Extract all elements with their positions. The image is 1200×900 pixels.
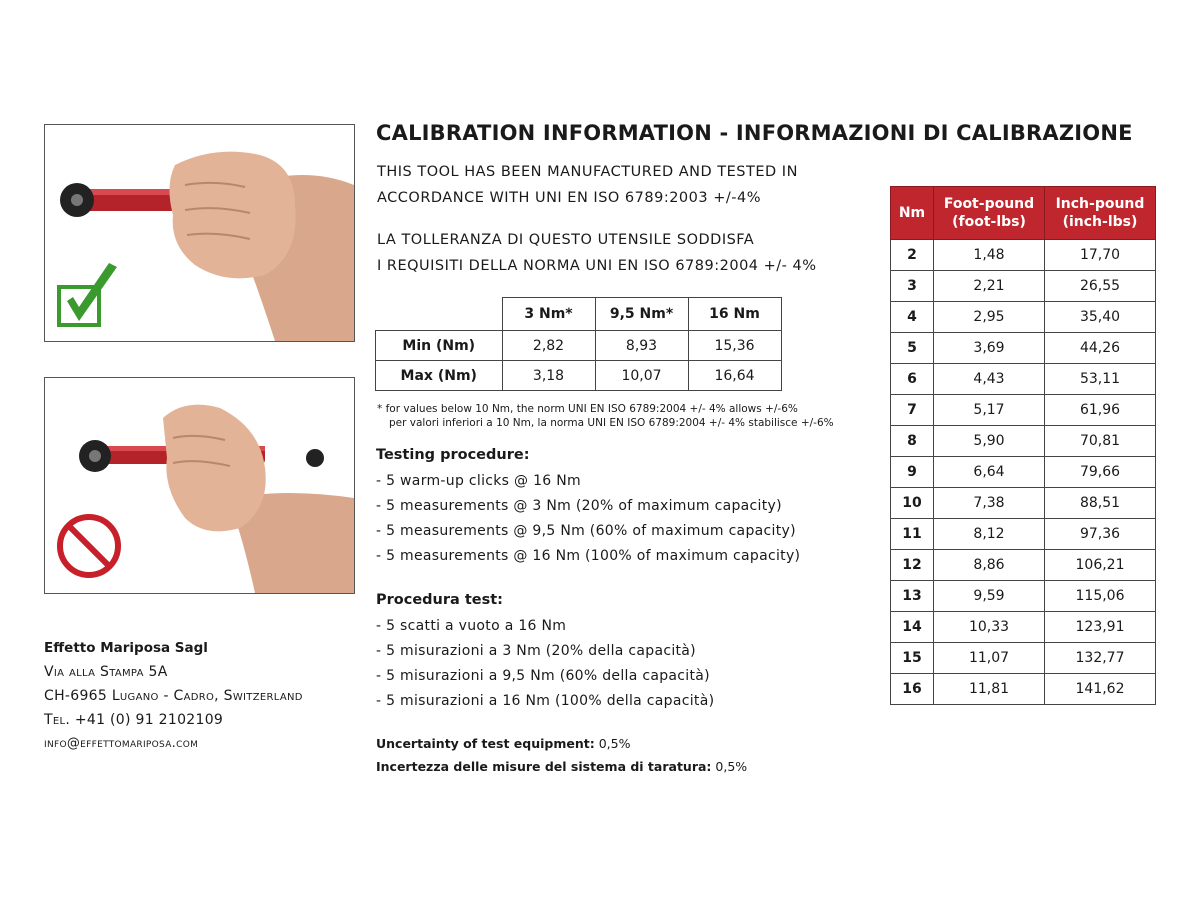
tolerance-cell: 8,93 [595, 331, 688, 361]
intro-it [377, 227, 817, 279]
foot-pound-cell: 2,21 [934, 271, 1045, 302]
table-row [891, 674, 1156, 705]
uncertainty-en-label: Uncertainty of test equipment: [376, 736, 595, 751]
nm-cell: 13 [891, 581, 934, 612]
company-phone: Tel. +41 (0) 91 2102109 [44, 712, 224, 728]
prohibited-icon [60, 517, 118, 575]
foot-pound-cell: 8,86 [934, 550, 1045, 581]
list-item: - 5 warm-up clicks @ 16 Nm [376, 473, 581, 489]
tolerance-cell: 15,36 [688, 331, 781, 361]
foot-pound-cell: 10,33 [934, 612, 1045, 643]
nm-cell: 14 [891, 612, 934, 643]
company-info [44, 636, 364, 756]
nm-cell: 10 [891, 488, 934, 519]
tolerance-header: 3 Nm* [502, 298, 595, 331]
conversion-table [890, 186, 1156, 705]
table-row [891, 643, 1156, 674]
inch-pound-cell: 44,26 [1045, 333, 1156, 364]
uncertainty-it-label: Incertezza delle misure del sistema di taratura: [376, 759, 712, 774]
inch-pound-cell: 97,36 [1045, 519, 1156, 550]
tolerance-corner [376, 298, 503, 331]
correct-grip-photo [44, 124, 355, 342]
procedura-list [376, 614, 714, 714]
nm-cell: 12 [891, 550, 934, 581]
intro-it-line2: I REQUISITI DELLA NORMA UNI EN ISO 6789:2004 +/- 4% [377, 258, 817, 274]
procedura-heading: Procedura test: [376, 592, 503, 608]
footnote-line2: per valori inferiori a 10 Nm, la norma UNI EN ISO 6789:2004 +/- 4% stabilisce +/-6% [389, 417, 834, 429]
nm-cell: 7 [891, 395, 934, 426]
tolerance-table [375, 297, 782, 391]
list-item: - 5 misurazioni a 3 Nm (20% della capacità) [376, 643, 696, 659]
foot-pound-cell: 2,95 [934, 302, 1045, 333]
uncertainty-en-value: 0,5% [598, 736, 631, 751]
nm-cell: 3 [891, 271, 934, 302]
inch-pound-cell: 141,62 [1045, 674, 1156, 705]
conversion-table-body [891, 240, 1156, 705]
company-email: info@effettomariposa.com [44, 736, 199, 751]
testing-list [376, 469, 800, 569]
table-row [891, 395, 1156, 426]
inch-pound-cell: 53,11 [1045, 364, 1156, 395]
list-item: - 5 measurements @ 3 Nm (20% of maximum capacity) [376, 498, 782, 514]
inch-pound-cell: 88,51 [1045, 488, 1156, 519]
uncertainty-en [376, 732, 747, 755]
testing-heading: Testing procedure: [376, 447, 530, 463]
list-item: - 5 measurements @ 9,5 Nm (60% of maximum capacity) [376, 523, 796, 539]
table-row [891, 550, 1156, 581]
foot-pound-cell: 11,81 [934, 674, 1045, 705]
tolerance-row-label: Min (Nm) [376, 331, 503, 361]
tolerance-row [376, 361, 782, 391]
tolerance-cell: 2,82 [502, 331, 595, 361]
nm-cell: 4 [891, 302, 934, 333]
tolerance-cell: 16,64 [688, 361, 781, 391]
foot-pound-cell: 1,48 [934, 240, 1045, 271]
nm-cell: 16 [891, 674, 934, 705]
foot-pound-cell: 8,12 [934, 519, 1045, 550]
nm-cell: 5 [891, 333, 934, 364]
inch-pound-cell: 70,81 [1045, 426, 1156, 457]
nm-cell: 15 [891, 643, 934, 674]
table-row [891, 302, 1156, 333]
inch-pound-cell: 35,40 [1045, 302, 1156, 333]
inch-pound-cell: 26,55 [1045, 271, 1156, 302]
foot-pound-cell: 9,59 [934, 581, 1045, 612]
tolerance-header: 16 Nm [688, 298, 781, 331]
foot-pound-cell: 6,64 [934, 457, 1045, 488]
inch-pound-cell: 79,66 [1045, 457, 1156, 488]
tolerance-cell: 3,18 [502, 361, 595, 391]
table-row [891, 457, 1156, 488]
uncertainty [376, 732, 747, 778]
inch-pound-cell: 17,70 [1045, 240, 1156, 271]
nm-cell: 9 [891, 457, 934, 488]
foot-pound-cell: 7,38 [934, 488, 1045, 519]
tolerance-cell: 10,07 [595, 361, 688, 391]
inch-pound-cell: 132,77 [1045, 643, 1156, 674]
table-row [891, 612, 1156, 643]
company-name: Effetto Mariposa Sagl [44, 640, 208, 656]
list-item: - 5 measurements @ 16 Nm (100% of maximum capacity) [376, 548, 801, 564]
table-row [891, 364, 1156, 395]
inch-pound-cell: 123,91 [1045, 612, 1156, 643]
wrong-grip-photo [44, 377, 355, 594]
intro-en [377, 159, 798, 211]
conversion-header-nm: Nm [891, 187, 934, 240]
table-row [891, 426, 1156, 457]
table-row [891, 488, 1156, 519]
uncertainty-it [376, 755, 747, 778]
tolerance-row-label: Max (Nm) [376, 361, 503, 391]
page-title: CALIBRATION INFORMATION - INFORMAZIONI DI CALIBRAZIONE [376, 121, 1133, 145]
foot-pound-cell: 3,69 [934, 333, 1045, 364]
list-item: - 5 scatti a vuoto a 16 Nm [376, 618, 567, 634]
foot-pound-cell: 11,07 [934, 643, 1045, 674]
nm-cell: 11 [891, 519, 934, 550]
nm-cell: 8 [891, 426, 934, 457]
inch-pound-cell: 106,21 [1045, 550, 1156, 581]
table-row [891, 240, 1156, 271]
list-item: - 5 misurazioni a 9,5 Nm (60% della capacità) [376, 668, 710, 684]
foot-pound-cell: 5,17 [934, 395, 1045, 426]
tolerance-row [376, 331, 782, 361]
table-row [891, 519, 1156, 550]
foot-pound-cell: 5,90 [934, 426, 1045, 457]
intro-en-line2: ACCORDANCE WITH UNI EN ISO 6789:2003 +/-4% [377, 190, 761, 206]
footnote [377, 402, 834, 430]
uncertainty-it-value: 0,5% [715, 759, 748, 774]
inch-pound-cell: 115,06 [1045, 581, 1156, 612]
conversion-header-inlb: Inch-pound (inch-lbs) [1045, 187, 1156, 240]
intro-it-line1: LA TOLLERANZA DI QUESTO UTENSILE SODDISFA [377, 232, 755, 248]
company-street: Via alla Stampa 5A [44, 664, 168, 680]
nm-cell: 2 [891, 240, 934, 271]
company-city: CH-6965 Lugano - Cadro, Switzerland [44, 688, 303, 704]
nm-cell: 6 [891, 364, 934, 395]
foot-pound-cell: 4,43 [934, 364, 1045, 395]
intro-en-line1: THIS TOOL HAS BEEN MANUFACTURED AND TESTED IN [377, 164, 798, 180]
conversion-header-ftlb: Foot-pound (foot-lbs) [934, 187, 1045, 240]
table-row [891, 581, 1156, 612]
footnote-line1: * for values below 10 Nm, the norm UNI EN ISO 6789:2004 +/- 4% allows +/-6% [377, 403, 798, 415]
table-row [891, 333, 1156, 364]
tolerance-header: 9,5 Nm* [595, 298, 688, 331]
list-item: - 5 misurazioni a 16 Nm (100% della capacità) [376, 693, 715, 709]
inch-pound-cell: 61,96 [1045, 395, 1156, 426]
table-row [891, 271, 1156, 302]
